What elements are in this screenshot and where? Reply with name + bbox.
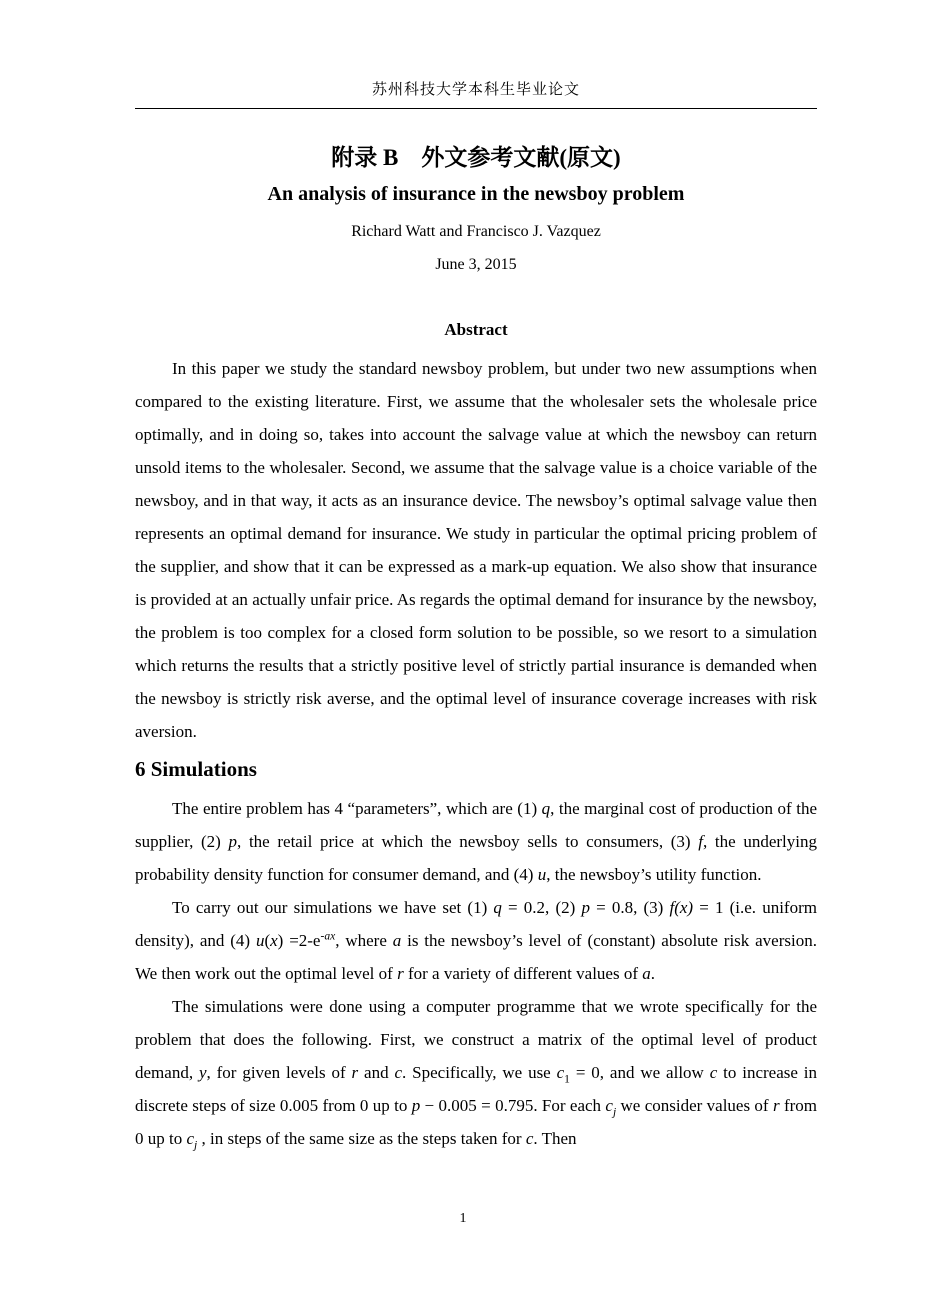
running-header: 苏州科技大学本科生毕业论文 xyxy=(371,82,580,98)
appendix-title: 附录 B 外文参考文献(原文) xyxy=(331,145,621,170)
authors-line: Richard Watt and Francisco J. Vazquez xyxy=(351,223,601,240)
abstract-paragraph: In this paper we study the standard newsboy problem, but under two new assumptions when compared to the existing literature. First, we assume that the wholesaler sets the wholesale price optimally, and in doing so, takes into account the salvage value at which the newsboy can return unsold items to the wholesaler. Second, we assume that the salvage value is a choice variable of the newsboy, and in that way, it acts as an insurance device. The newsboy’s optimal salvage value then represents an optimal demand for insurance. We study in particular the optimal pricing problem of the supplier, and show that it can be expressed as a mark-up equation. We also show that insurance is provided at an actually unfair price. As regards the optimal demand for insurance by the newsboy, the problem is too complex for a closed form solution to be possible, so we resort to a simulation which returns the results that a strictly positive level of strictly partial insurance is demanded when the newsboy is strictly risk averse, and the optimal level of insurance coverage increases with risk aversion. xyxy=(135,359,817,741)
body-paragraph: The entire problem has 4 “parameters”, which are (1) q, the marginal cost of production of the supplier, (2) p, the retail price at which the newsboy sells to consumers, (3) f, the underlying probability density function for consumer demand, and (4) u, the newsboy’s utility function. xyxy=(135,799,818,884)
section-heading-simulations: 6 Simulations xyxy=(135,757,257,781)
abstract-heading: Abstract xyxy=(444,320,508,339)
page-number: 1 xyxy=(459,1211,467,1226)
body-paragraph: To carry out our simulations we have set (1) q = 0.2, (2) p = 0.8, (3) f(x) = 1 (i.e. uniform density), and (4) $u(x) =2-e^{-ax}$, where a is the newsboy’s level of (constant) absolute risk aversion. We then work out the optimal level of r for a variety of different values of a. xyxy=(135,898,817,983)
body-paragraph: The simulations were done using a computer programme that we wrote specifically for the problem that does the following. First, we construct a matrix of the optimal level of product demand, y, for given levels of r and c. Specifically, we use $c_1 = 0$, and we allow c to increase in discrete steps of size 0.005 from 0 up to p − 0.005 = 0.795. For each $c_j$ we consider values of r from 0 up to $c_j$ , in steps of the same size as the steps taken for c. Then xyxy=(135,997,818,1152)
publication-date: June 3, 2015 xyxy=(435,256,517,273)
header-rule xyxy=(135,108,817,109)
paper-title: An analysis of insurance in the newsboy problem xyxy=(267,183,685,205)
